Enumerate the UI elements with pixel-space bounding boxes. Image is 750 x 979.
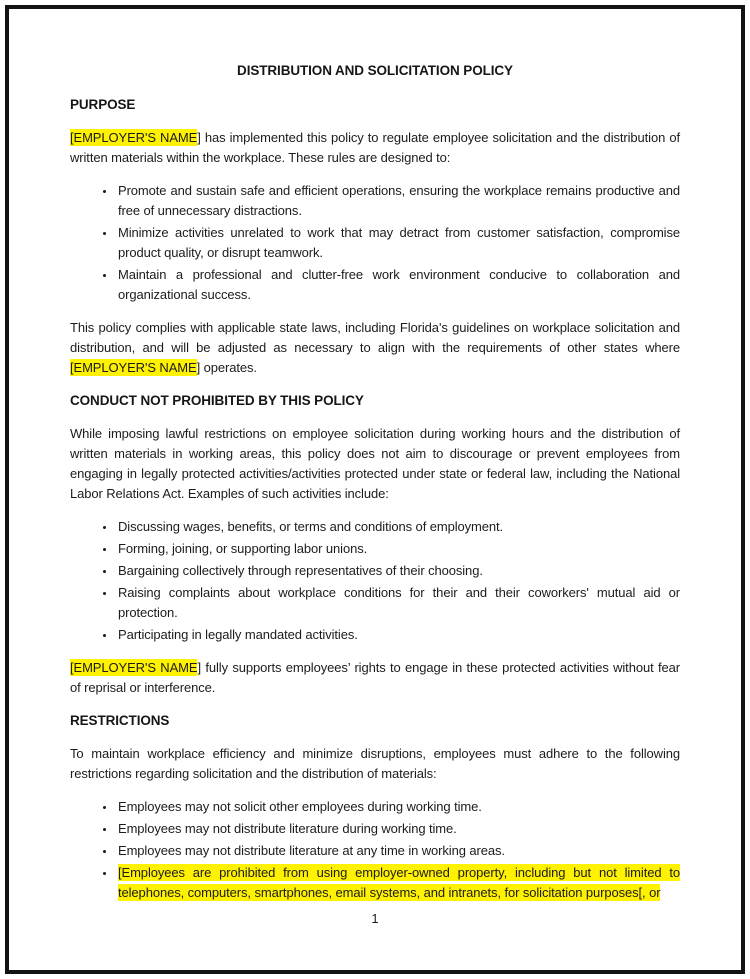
- list-item: • Forming, joining, or supporting labor unions.: [116, 539, 680, 559]
- compliance-text-before: This policy complies with applicable state laws, including Florida's guidelines on workplace solicitation and distribution, and will be adjusted as necessary to align with the requirements of other states where: [70, 320, 680, 355]
- list-item: • Bargaining collectively through representatives of their choosing.: [116, 561, 680, 581]
- list-item: • Participating in legally mandated activities.: [116, 625, 680, 645]
- employer-name-placeholder: [EMPLOYER'S NAME: [70, 360, 197, 375]
- purpose-intro-text: ] has implemented this policy to regulate employee solicitation and the distribution of written materials within the workplace. These rules are designed to:: [70, 130, 680, 165]
- list-item: • Employees may not distribute literature during working time.: [116, 819, 680, 839]
- purpose-intro-paragraph: [70, 128, 680, 168]
- list-item: • Employees may not solicit other employees during working time.: [116, 797, 680, 817]
- highlighted-restriction-text: [Employees are prohibited from using employer-owned property, including but not limited to telephones, computers, smartphones, email systems, and intranets, for solicitation purposes[, or: [118, 865, 680, 900]
- heading-restrictions: RESTRICTIONS: [70, 713, 170, 728]
- page-number: 1: [371, 911, 379, 926]
- list-item-highlighted: [116, 863, 680, 903]
- list-item: • Employees may not distribute literature at any time in working areas.: [116, 841, 680, 861]
- employer-name-placeholder: [EMPLOYER'S NAME: [70, 660, 198, 675]
- list-item: • Discussing wages, benefits, or terms and conditions of employment.: [116, 517, 680, 537]
- employer-name-placeholder: [EMPLOYER'S NAME: [70, 130, 198, 145]
- heading-conduct-not-prohibited: CONDUCT NOT PROHIBITED BY THIS POLICY: [70, 393, 364, 408]
- document-content: [9, 9, 741, 903]
- heading-purpose: PURPOSE: [70, 97, 136, 112]
- support-text: ] fully supports employees’ rights to engage in these protected activities without fear of reprisal or interference.: [70, 660, 680, 695]
- restrictions-intro-paragraph: To maintain workplace efficiency and minimize disruptions, employees must adhere to the following restrictions regarding solicitation and the distribution of materials:: [70, 746, 680, 781]
- conduct-intro-paragraph: While imposing lawful restrictions on employee solicitation during working hours and the distribution of written materials in working areas, this policy does not aim to discourage or prevent employees from engaging in legally protected activities/activities protected under state or federal law, including the National Labor Relations Act. Examples of such activities include:: [70, 426, 680, 501]
- list-item: • Maintain a professional and clutter-free work environment conducive to collaboration and organizational success.: [116, 265, 680, 305]
- support-paragraph: [70, 658, 680, 698]
- compliance-text-after: ] operates.: [196, 360, 257, 375]
- document-title: DISTRIBUTION AND SOLICITATION POLICY: [237, 63, 513, 78]
- compliance-paragraph: [70, 318, 680, 378]
- list-item: • Raising complaints about workplace conditions for their and their coworkers' mutual aid or protection.: [116, 583, 680, 623]
- list-item: • Promote and sustain safe and efficient operations, ensuring the workplace remains productive and free of unnecessary distractions.: [116, 181, 680, 221]
- document-page-border: [5, 5, 745, 974]
- list-item: • Minimize activities unrelated to work that may detract from customer satisfaction, compromise product quality, or disrupt teamwork.: [116, 223, 680, 263]
- conduct-bullet-list: [70, 517, 680, 645]
- restrictions-bullet-list: [70, 797, 680, 903]
- purpose-bullet-list: [70, 181, 680, 305]
